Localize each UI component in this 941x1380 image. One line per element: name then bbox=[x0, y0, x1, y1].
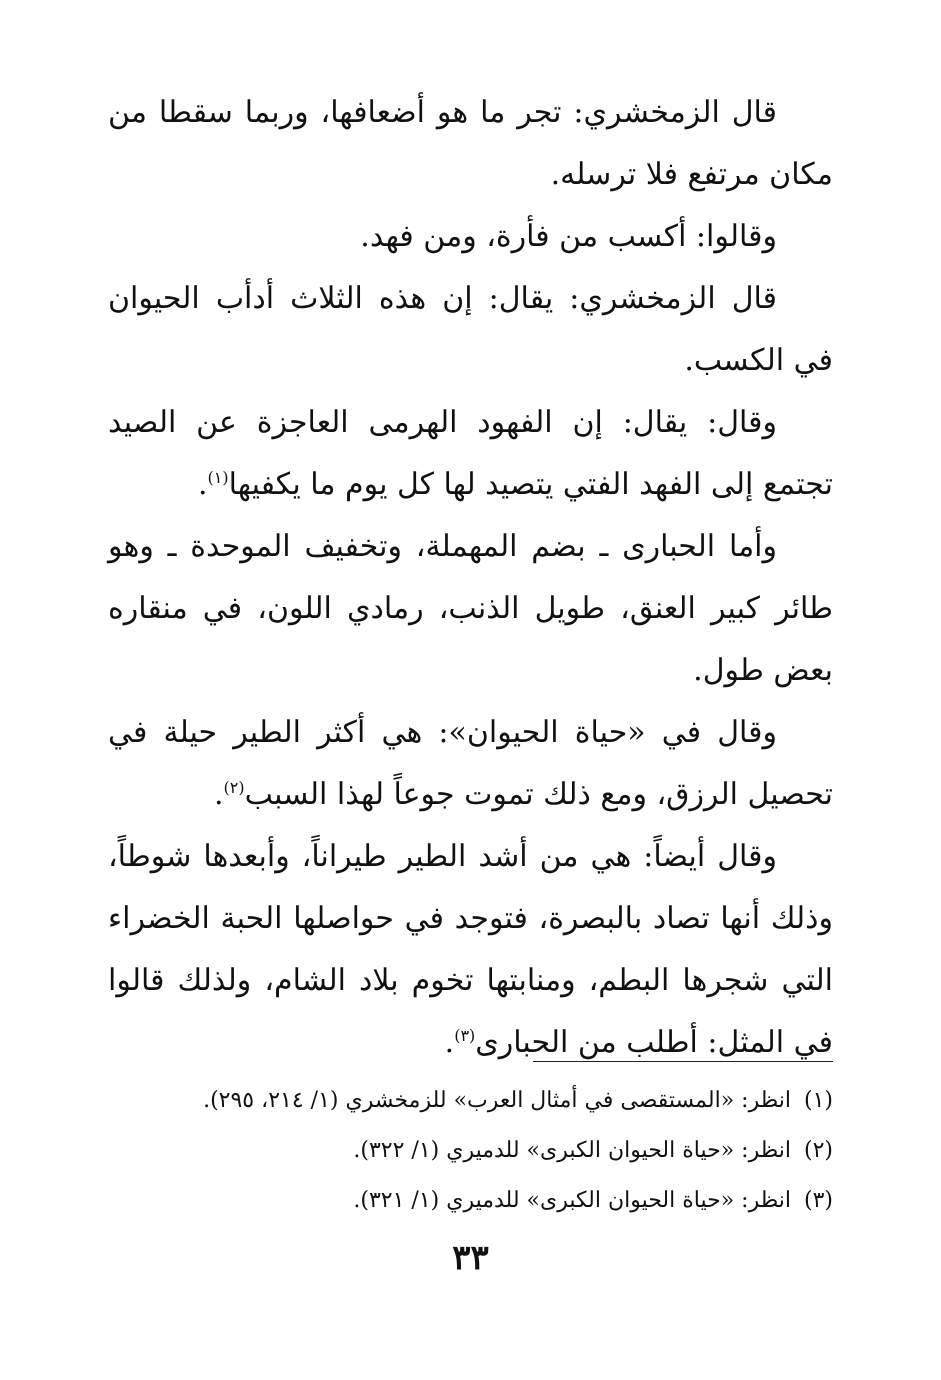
footnote-text: انظر: «حياة الحيوان الكبرى» للدميري (١/ ٣٢٢). bbox=[353, 1138, 791, 1163]
paragraph-2: وقالوا: أكسب من فأرة، ومن فهد. bbox=[360, 219, 777, 254]
paragraph-1: قال الزمخشري: تجر ما هو أضعافها، وربما سقطا من مكان مرتفع فلا ترسله. bbox=[108, 95, 833, 192]
paragraph-4: وقال: يقال: إن الفهود الهرمى العاجزة عن الصيد تجتمع إلى الفهد الفتي يتصيد لها كل يوم ما يكفيها$^{(١)}$. bbox=[108, 405, 833, 502]
paragraph-7: وقال أيضاً: هي من أشد الطير طيراناً، وأبعدها شوطاً، وذلك أنها تصاد بالبصرة، فتوجد في حواصلها الحبة الخضراء التي شجرها البطم، ومنابتها تخوم بلاد الشام، ولذلك قالوا في المثل: أطلب من الحبارى$^{(٣)}$. bbox=[108, 839, 833, 1060]
paragraph-3: قال الزمخشري: يقال: إن هذه الثلاث أدأب الحيوان في الكسب. bbox=[108, 281, 833, 378]
footnote-number: (٣) bbox=[803, 1188, 833, 1213]
footnote-ref-3: (٣) bbox=[454, 1026, 476, 1045]
footnote-1 bbox=[108, 1076, 833, 1126]
page-number: ٣٣ bbox=[452, 1238, 489, 1278]
footnote-divider bbox=[533, 1061, 833, 1062]
paragraph-5: وأما الحبارى ـ بضم المهملة، وتخفيف الموحدة ـ وهو طائر كبير العنق، طويل الذنب، رمادي اللون، في منقاره بعض طول. bbox=[108, 529, 833, 688]
footnotes bbox=[108, 1076, 833, 1226]
footnote-text: انظر: «حياة الحيوان الكبرى» للدميري (١/ ٣٢١). bbox=[353, 1188, 791, 1213]
paragraph-6: وقال في «حياة الحيوان»: هي أكثر الطير حيلة في تحصيل الرزق، ومع ذلك تموت جوعاً لهذا السبب$^{(٢)}$. bbox=[108, 715, 833, 812]
footnote-number: (١) bbox=[803, 1088, 833, 1113]
main-text bbox=[108, 82, 833, 1074]
footnote-ref-2: (٢) bbox=[223, 778, 245, 797]
footnote-ref-1: (١) bbox=[207, 468, 229, 487]
footnote-3 bbox=[108, 1176, 833, 1226]
footnote-2 bbox=[108, 1126, 833, 1176]
footnote-number: (٢) bbox=[803, 1138, 833, 1163]
footnote-text: انظر: «المستقصى في أمثال العرب» للزمخشري (١/ ٢١٤، ٢٩٥). bbox=[203, 1088, 791, 1113]
